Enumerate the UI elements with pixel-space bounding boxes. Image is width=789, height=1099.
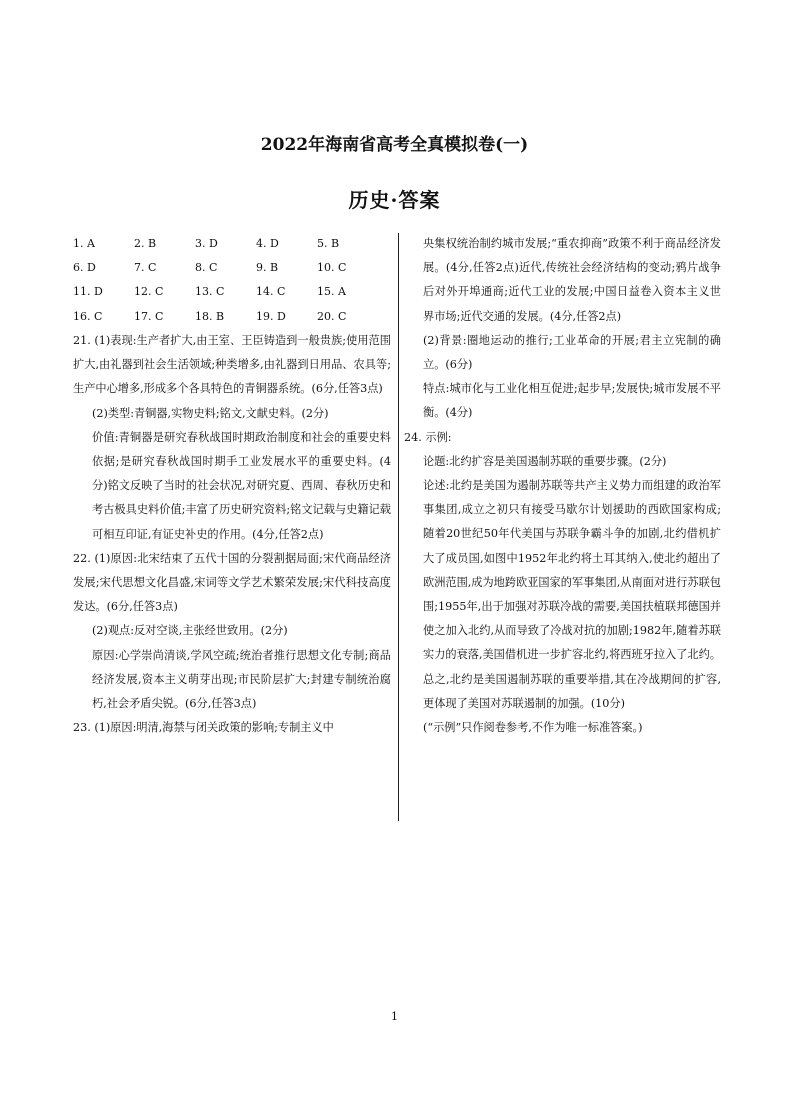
- mc-answer: 6. D: [73, 261, 96, 275]
- answer-23-part-1-start: 23. (1)原因:明清,海禁与闭关政策的影响;专制主义中: [73, 721, 334, 735]
- mc-answer: 10. C: [317, 261, 347, 275]
- mc-answer: 11. D: [73, 285, 103, 299]
- answer-21-part-2-type: (2)类型:青铜器,实物史料;铭文,文献史料。(2分): [92, 406, 329, 420]
- mc-answer: 20. C: [317, 309, 347, 323]
- mc-answer: 18. B: [195, 309, 225, 323]
- answer-21-part-1: 21. (1)表现:生产者扩大,由王室、王臣铸造到一般贵族;使用范围扩大,由礼器到社会生活领域;种类增多,由礼器到日用品、农具等;生产中心增多,形成多个各具特色的青铜器系统。(6分,任答3点): [73, 334, 391, 396]
- answer-24-note: (“示例”只作阅卷参考,不作为唯一标准答案。): [423, 721, 643, 735]
- mc-answer: 1. A: [73, 237, 95, 250]
- answer-22-part-2-reason: 原因:心学崇尚清谈,学风空疏;统治者推行思想文化专制;商品经济发展,资本主义萌芽出现;市民阶层扩大;封建专制统治腐朽,社会矛盾尖锐。(6分,任答3点): [92, 648, 391, 711]
- page-title: 2022年海南省高考全真模拟卷(一): [260, 135, 529, 155]
- column-divider: [398, 233, 399, 821]
- mc-answer: 4. D: [256, 237, 279, 250]
- mc-answer: 3. D: [195, 237, 218, 250]
- answer-24-thesis: 论题:北约扩容是美国遏制苏联的重要步骤。(2分): [423, 454, 667, 468]
- answer-23-part-1-cont: 央集权统治制约城市发展;“重农抑商”政策不利于商品经济发展。(4分,任答2点)近代,传统社会经济结构的变动;鸦片战争后对外开埠通商;近代工业的发展;中国日益卷入资本主义世界市场;近代交通的发展。(4分,任答2点): [423, 237, 721, 323]
- answer-23-part-2-features: 特点:城市化与工业化相互促进;起步早;发展快;城市发展不平衡。(4分): [423, 382, 721, 420]
- mc-answer: 13. C: [195, 285, 225, 299]
- mc-answer: 12. C: [134, 285, 164, 299]
- answer-21-part-2-value: 价值:青铜器是研究春秋战国时期政治制度和社会的重要史料依据;是研究春秋战国时期手工业发展水平的重要史料。(4分)铭文反映了当时的社会状况,对研究夏、西周、春秋历史和考古极具史料价值;丰富了历史研究资料;铭文记载与史籍记载可相互印证,有证史补史的作用。(4分,任答2点): [92, 430, 391, 541]
- right-column: [404, 232, 721, 740]
- answer-22-part-1: 22. (1)原因:北宋结束了五代十国的分裂割据局面;宋代商品经济发展;宋代思想文化昌盛,宋词等文学艺术繁荣发展;宋代科技高度发达。(6分,任答3点): [73, 551, 391, 614]
- left-column: [73, 329, 391, 740]
- mc-answer: 2. B: [134, 237, 157, 250]
- mc-answer: 16. C: [73, 309, 103, 323]
- mc-answer: 19. D: [256, 309, 286, 323]
- page-number: 1: [391, 1010, 398, 1023]
- mc-answer: 14. C: [256, 285, 286, 299]
- mc-answer: 17. C: [134, 309, 164, 323]
- multiple-choice-answers: [73, 232, 378, 329]
- page-subtitle: 历史·答案: [348, 188, 441, 212]
- mc-answer: 7. C: [134, 261, 157, 275]
- mc-answer: 8. C: [195, 261, 218, 275]
- answer-22-part-2-view: (2)观点:反对空谈,主张经世致用。(2分): [92, 624, 288, 638]
- answer-23-part-2-background: (2)背景:圈地运动的推行;工业革命的开展;君主立宪制的确立。(6分): [423, 333, 721, 372]
- answer-24-argument: 论述:北约是美国为遏制苏联等共产主义势力而组建的政治军事集团,成立之初只有接受马歇尔计划援助的西欧国家构成;随着20世纪50年代美国与苏联争霸斗争的加剧,北约借机扩大了成员国,如图中1952年北约将土耳其纳入,使北约超出了欧洲范围,成为地跨欧亚国家的军事集团,从南面对进行苏联包围;1955年,出于加强对苏联冷战的需要,美国扶植联邦德国并使之加入北约,从而导致了冷战对抗的加剧;1982年,随着苏联实力的衰落,美国借机进一步扩容北约,将西班牙拉入了北约。总之,北约是美国遏制苏联的重要举措,其在冷战期间的扩容,更体现了美国对苏联遏制的加强。(10分): [423, 479, 721, 710]
- mc-answer: 15. A: [317, 285, 346, 299]
- mc-answer: 9. B: [256, 261, 279, 275]
- answer-24-heading: 24. 示例:: [404, 430, 452, 444]
- mc-answer: 5. B: [317, 237, 340, 250]
